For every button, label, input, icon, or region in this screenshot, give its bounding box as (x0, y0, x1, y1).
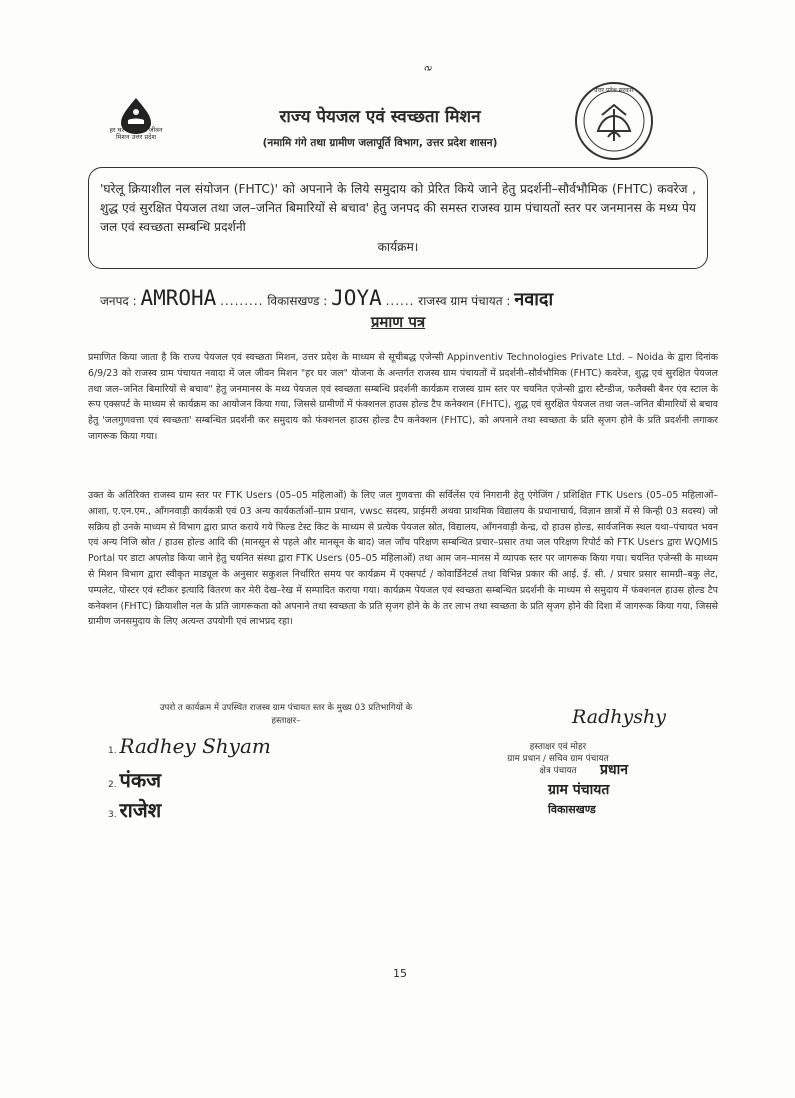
certificate-title: प्रमाण पत्र (370, 313, 426, 331)
witness-note (116, 702, 456, 728)
witness-number: 3. (108, 810, 117, 820)
witness-signature: Radhey Shyam (119, 734, 271, 758)
authority-line-2: ग्राम प्रधान / सचिव ग्राम पंचायत (507, 754, 609, 764)
district-dots: ......... (220, 294, 264, 308)
stamp-line-3: विकासखण्ड (548, 803, 596, 816)
org-title: राज्य पेयजल एवं स्वच्छता मिशन (279, 107, 481, 127)
stamp-line-2: ग्राम पंचायत (548, 782, 610, 798)
witness-note-line2: हस्ताक्षर– (271, 716, 301, 726)
location-fields (100, 286, 720, 311)
program-title-end: कार्यक्रम। (377, 240, 419, 254)
witness-number: 2. (108, 780, 117, 790)
pradhan-stamp (548, 760, 628, 820)
gp-label: राजस्व ग्राम पंचायत : (418, 294, 511, 308)
page-number: 15 (393, 967, 407, 980)
block-dots: ...... (385, 294, 415, 308)
logo-left-caption: हर घर जल जल जीवन मिशन उत्तर प्रदेश (109, 126, 163, 141)
certificate-paragraph-1: प्रमाणित किया जाता है कि राज्य पेयजल एवं स्वच्छता मिशन, उत्तर प्रदेश के माध्यम से सूचीबद्ध एजेन्सी Appinventiv Technologies Private Ltd. – Noida के द्वारा दिनांक 6/9/23 को राजस्व ग्राम पंचायत नवादा में जल जीवन मिशन "हर घर जल" योजना के अन्तर्गत राजस्व ग्राम पंचायतों में प्रदर्शनी–सौर्वभौमिक (FHTC) कवरेज, शुद्ध एवं सुरक्षित पेयजल तथा जल–जनित बिमारियों से बचाव" हेतु जनमानस के मध्य पेयजल एवं स्वच्छता सम्बन्धि प्रदर्शनी कार्यक्रम राजस्व ग्राम स्तर पर चयनित एजेन्सी द्वारा स्टैन्डीज, फलैक्सी बैनर एंव स्टाल के रूप एक्सपर्ट के माध्यम से कार्यक्रम का आयोजन किया गया, जिससे ग्रामीणों में फंक्शनल हाउस होल्ड टैप कनेक्शन (FHTC), शुद्ध एवं सुरक्षित पेयजल तथा जल–जनित बीमारियों से बचाव हेतु 'जलगुणवत्ता एवं स्वच्छता' सम्बन्धित प्रदर्शनी कर समुदाय को फंक्शनल हाउस होल्ड टैप कनेक्शन (FHTC), को अपनाने तथा स्वच्छता के प्रति सृजग होने के प्रति प्रदर्शनी लगाकर जागरूक किया गया। (88, 352, 718, 442)
district-value: AMROHA (140, 286, 217, 310)
program-title-text: 'घरेलू क्रियाशील नल संयोजन (FHTC)' को अपनाने के लिये समुदाय को प्रेरित किये जाने हेतु प्रदर्शनी–सौर्वभौमिक (FHTC) कवरेज , शुद्ध एवं सुरक्षित पेयजल तथा जल–जनित बिमारियों से बचाव' हेतु जनपद की समस्त राजस्व ग्राम पंचायतों स्तर पर जनमानस के मध्य पेय जल एवं स्वच्छता सम्बन्धि प्रदर्शनी (100, 182, 696, 234)
district-label: जनपद : (100, 294, 137, 308)
stamp-line-1: प्रधान (600, 762, 628, 778)
block-value: JOYA (331, 286, 382, 310)
witness-signature: राजेश (119, 798, 162, 822)
authority-line-3: क्षेत्र पंचायत (539, 766, 577, 776)
witness-row-3 (108, 796, 161, 823)
witness-number: 1. (108, 746, 117, 756)
certificate-paragraph-2: उक्त के अतिरिक्त राजस्व ग्राम स्तर पर FTK Users (05–05 महिलाओं) के लिए जल गुणवत्ता की सर्विलेंस एवं निगरानी हेतु एंगेजिंग / प्रशिक्षित FTK Users (05–05 महिलाओं–आशा, ए.एन.एम., आँगनवाड़ी कार्यकत्री एवं 03 अन्य कार्यकर्ताओं–ग्राम प्रधान, vwsc सदस्य, प्राईमरी अथवा प्राथमिक विद्यालय के प्रधानाचार्य, विज्ञान छात्रों में से किन्ही 03 सदस्य) जो सक्रिय हो उनके माध्यम से विभाग द्वारा प्राप्त कराये गये फिल्ड टेस्ट किट के माध्यम से प्रत्येक पेयजल स्रोत, विद्यालय, आँगनवाड़ी केन्द्र, दो हाउस होल्ड, सार्वजनिक स्थल यथा–पंचायत भवन एवं अन्य निजि स्रोत / हाउस होल्ड आदि की (मानसून से पहले और मानसून के बाद) जल जाँच परिक्षण सम्बन्धित प्रचार–प्रसार तथा जल परिक्षण रिपोर्ट को FTK Users द्वारा WQMIS Portal पर डाटा अपलोड किया जाने हेतु चयनित संस्था द्वारा FTK Users (05–05 महिलाओं) तथा आम जन–मानस में व्यापक स्तर पर जागरूक किया गया। चयनित एजेन्सी के माध्यम से मिशन विभाग द्वारा स्वीकृत माड्यूल के अनुसार सकुशल निर्धारित समय पर कार्यक्रम में एक्सपर्ट / कोवार्डिनेटर्स तथा विभिन्न प्रकार की आई. ई. सी. / प्रचार प्रसार सामग्री–बकु लेट, पम्पलेट, पोस्टर एवं स्टीकर इत्यादि वितरण कर मेरी देख–रेख में सम्पादित कराया गया। कार्यक्रम पेयजल एवं स्वच्छता सम्बन्धित प्रदर्शनी के माध्यम से समुदाय में फंक्शनल हाउस होल्ड टैप कनेक्शन (FHTC) क्रियाशील नल के प्रति जागरूकता को अपनाने तथा स्वच्छता के प्रति सृजग होने के के तर लाभ तथा स्वच्छता के प्रति सृजग होने की दिशा में जागरूक किया गया, जिससे ग्रामीण जनसमुदाय के लिए अत्यन्त उपयोगी एवं लाभप्रद रहा। (88, 490, 718, 628)
gp-value: नवादा (514, 289, 554, 310)
witness-row-1 (108, 734, 271, 758)
witness-note-line1: उपरो त कार्यक्रम में उपस्थित राजस्व ग्राम पंचायत स्तर के मुख्य 03 प्रतिभागियों के (159, 703, 413, 713)
authority-signature: Radhyshy (572, 706, 666, 728)
authority-line-1: हस्ताक्षर एवं मोहर (529, 742, 587, 752)
emblem-caption: उत्तर प्रदेश सरकार (594, 87, 634, 94)
block-label: विकासखण्ड : (267, 294, 328, 308)
org-subtitle: (नमामि गंगे तथा ग्रामीण जलापूर्ति विभाग, उत्तर प्रदेश शासन) (262, 137, 498, 149)
witness-row-2 (108, 766, 161, 793)
witness-signature: पंकज (119, 768, 162, 792)
page-mark: ༸ (424, 64, 433, 79)
